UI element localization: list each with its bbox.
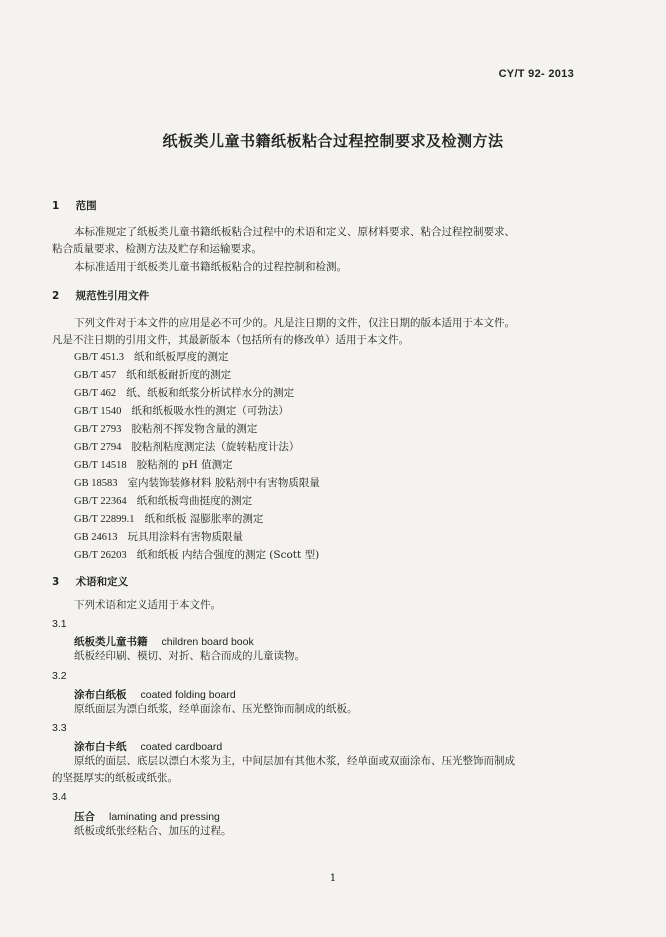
paragraph: 凡是不注日期的引用文件，其最新版本（包括所有的修改单）适用于本文件。 xyxy=(52,334,409,346)
term-definition: 原纸的面层、底层以漂白木浆为主，中间层加有其他木浆，经单面或双面涂布、压光整饰而制成 xyxy=(74,755,515,767)
reference-item xyxy=(74,349,229,364)
section-title: 范围 xyxy=(75,200,97,212)
reference-title: 纸和纸板厚度的测定 xyxy=(134,351,229,363)
reference-title: 纸和纸板吸水性的测定（可勃法） xyxy=(131,405,289,417)
term-heading xyxy=(74,809,220,824)
term-english: children board book xyxy=(161,636,254,648)
reference-code: GB/T 22364 xyxy=(74,496,127,507)
term-number: 3.4 xyxy=(52,791,67,803)
section-title: 术语和定义 xyxy=(75,576,129,588)
reference-code: GB/T 2794 xyxy=(74,442,122,453)
reference-title: 纸和纸板 内结合强度的测定 (Scott 型) xyxy=(136,549,320,561)
reference-code: GB/T 22899.1 xyxy=(74,514,135,525)
reference-item xyxy=(74,547,319,562)
reference-code: GB 18583 xyxy=(74,478,118,489)
term-chinese: 压合 xyxy=(74,811,95,823)
paragraph: 下列文件对于本文件的应用是必不可少的。凡是注日期的文件，仅注日期的版本适用于本文件。 xyxy=(74,317,515,329)
reference-title: 纸和纸板 湿膨胀率的测定 xyxy=(144,513,264,525)
paragraph: 本标准规定了纸板类儿童书籍纸板粘合过程中的术语和定义、原材料要求、粘合过程控制要求、 xyxy=(74,226,515,238)
term-definition: 的坚挺厚实的纸板或纸张。 xyxy=(52,772,178,784)
reference-title: 纸、纸板和纸浆分析试样水分的测定 xyxy=(126,387,295,399)
paragraph: 下列术语和定义适用于本文件。 xyxy=(74,599,221,611)
reference-title: 胶粘剂不挥发物含量的测定 xyxy=(131,423,258,435)
paragraph: 粘合质量要求、检测方法及贮存和运输要求。 xyxy=(52,243,262,255)
section-3-heading xyxy=(52,574,128,589)
reference-title: 纸和纸板耐折度的测定 xyxy=(126,369,232,381)
reference-code: GB/T 457 xyxy=(74,370,117,381)
term-english: laminating and pressing xyxy=(109,811,220,823)
reference-code: GB/T 14518 xyxy=(74,460,127,471)
reference-item xyxy=(74,475,320,490)
reference-item xyxy=(74,403,289,418)
reference-item xyxy=(74,367,231,382)
term-definition: 纸板或纸张经粘合、加压的过程。 xyxy=(74,825,232,837)
reference-item xyxy=(74,493,252,508)
reference-title: 胶粘剂粘度测定法（旋转粘度计法） xyxy=(131,441,300,453)
reference-item xyxy=(74,439,299,454)
section-number: 1 xyxy=(52,200,60,212)
term-english: coated folding board xyxy=(140,689,236,701)
term-definition: 纸板经印刷、模切、对折、粘合而成的儿童读物。 xyxy=(74,650,305,662)
term-chinese: 涂布白纸板 xyxy=(74,689,127,701)
reference-title: 胶粘剂的 pH 值测定 xyxy=(136,459,233,471)
reference-title: 玩具用涂料有害物质限量 xyxy=(127,531,243,543)
term-number: 3.3 xyxy=(52,722,67,734)
reference-code: GB/T 462 xyxy=(74,388,117,399)
term-number: 3.2 xyxy=(52,670,67,682)
term-english: coated cardboard xyxy=(140,741,223,753)
term-number: 3.1 xyxy=(52,618,67,630)
section-1-heading xyxy=(52,198,97,213)
reference-code: GB/T 2793 xyxy=(74,424,122,435)
document-title: 纸板类儿童书籍纸板粘合过程控制要求及检测方法 xyxy=(162,132,504,150)
reference-title: 纸和纸板弯曲挺度的测定 xyxy=(136,495,253,507)
term-definition: 原纸面层为漂白纸浆，经单面涂布、压光整饰而制成的纸板。 xyxy=(74,703,358,715)
reference-item xyxy=(74,529,243,544)
page-number: 1 xyxy=(329,872,337,884)
term-chinese: 涂布白卡纸 xyxy=(74,741,127,753)
reference-title: 室内装饰装修材料 胶粘剂中有害物质限量 xyxy=(127,477,320,489)
term-heading xyxy=(74,634,254,649)
reference-item xyxy=(74,511,263,526)
reference-item xyxy=(74,457,233,472)
term-heading xyxy=(74,687,236,702)
standard-code: CY/T 92- 2013 xyxy=(498,68,574,80)
reference-code: GB/T 26203 xyxy=(74,550,127,561)
section-2-heading xyxy=(52,288,149,303)
section-number: 2 xyxy=(52,290,60,302)
term-chinese: 纸板类儿童书籍 xyxy=(74,636,148,648)
paragraph: 本标准适用于纸板类儿童书籍纸板粘合的过程控制和检测。 xyxy=(74,261,347,273)
reference-code: GB 24613 xyxy=(74,532,118,543)
term-heading xyxy=(74,739,222,754)
reference-item xyxy=(74,385,294,400)
section-number: 3 xyxy=(52,576,60,588)
reference-item xyxy=(74,421,257,436)
section-title: 规范性引用文件 xyxy=(75,290,150,302)
reference-code: GB/T 451.3 xyxy=(74,352,124,363)
reference-code: GB/T 1540 xyxy=(74,406,122,417)
